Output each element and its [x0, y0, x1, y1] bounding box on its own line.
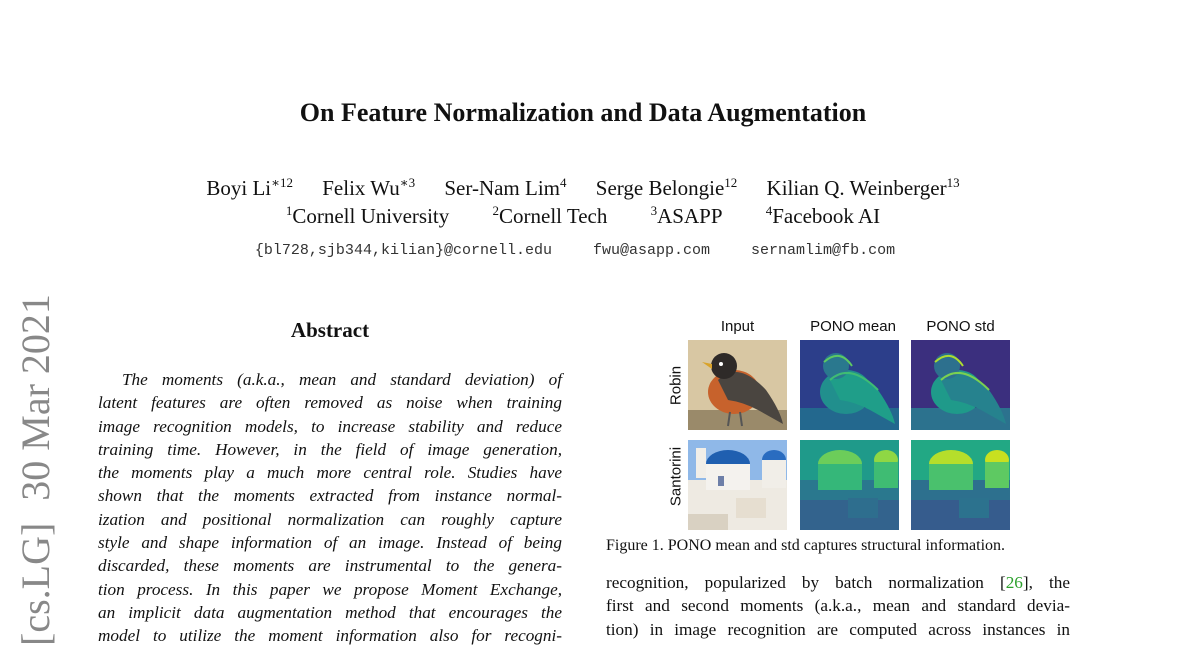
author: [322, 176, 415, 200]
affiliation-sup: 2: [492, 203, 499, 218]
abstract-line: style and shape information of an image. Instead of being: [98, 533, 562, 553]
figure-caption: Figure 1. PONO mean and std captures structural information.: [606, 537, 1006, 554]
abstract-line: discarded, these moments are instrumental to the genera-: [98, 556, 562, 576]
affiliation: [493, 204, 608, 228]
affiliation: [286, 204, 449, 228]
author-sup: 13: [946, 175, 960, 190]
abstract-line: the moments play a much more central role. Studies have: [98, 463, 562, 483]
affiliation-list: [0, 204, 1166, 229]
figure-column-header: PONO mean: [810, 318, 896, 335]
affiliation-sup: 1: [285, 203, 293, 218]
author: [596, 176, 738, 200]
body-line: [606, 571, 1070, 594]
figure-row-label: Santorini: [667, 446, 685, 507]
santorini-input-image: [688, 440, 787, 530]
arxiv-date: 30 Mar 2021: [13, 294, 58, 501]
author: [206, 176, 293, 200]
email-list: [0, 242, 1150, 259]
author-sup: 4: [560, 175, 567, 190]
author-name: Kilian Q. Weinberger: [766, 176, 947, 200]
arxiv-category: [cs.LG]: [13, 522, 58, 646]
author-list: [0, 176, 1166, 201]
figure-1: [604, 318, 1070, 538]
body-line: first and second moments (a.k.a., mean and standard devia-: [606, 596, 1070, 616]
abstract-body: [98, 368, 562, 648]
robin-pono-mean-image: [800, 340, 899, 430]
author-sup: ∗12: [271, 175, 293, 190]
abstract-line: ization and positional normalization can roughly capture: [98, 509, 562, 529]
abstract-line: The moments (a.k.a., mean and standard deviation) of: [122, 370, 562, 389]
author: [444, 176, 566, 200]
author-name: Ser-Nam Lim: [444, 176, 561, 200]
author-name: Boyi Li: [206, 176, 272, 200]
body-text-right-column: [606, 571, 1070, 641]
santorini-pono-std-image: [911, 440, 1010, 530]
body-text: ], the: [1022, 573, 1070, 592]
email: {bl728,sjb344,kilian}@cornell.edu: [254, 242, 552, 259]
affiliation-sup: 4: [765, 203, 773, 218]
abstract-line: latent features are often removed as noise when training: [98, 393, 562, 413]
santorini-pono-mean-image: [800, 440, 899, 530]
affiliation-name: Cornell Tech: [499, 204, 608, 228]
robin-pono-std-image: [911, 340, 1010, 430]
author-name: Felix Wu: [322, 176, 400, 200]
paper-title: On Feature Normalization and Data Augmentation: [299, 98, 867, 127]
author-sup: 12: [724, 175, 738, 190]
abstract-line: shown that the moments extracted from instance normal-: [98, 486, 562, 506]
arxiv-stamp: [0, 294, 64, 648]
abstract-line: tion process. In this paper we propose Moment Exchange,: [98, 579, 562, 599]
author-sup: ∗3: [399, 175, 416, 190]
abstract-line: training time. However, in the field of image generation,: [98, 439, 562, 459]
affiliation-sup: 3: [650, 203, 658, 218]
author: [767, 176, 960, 200]
email: fwu@asapp.com: [593, 242, 711, 259]
abstract-line: model to utilize the moment information also for recogni-: [98, 626, 562, 646]
body-text: recognition, popularized by batch normalization [: [606, 573, 1006, 592]
figure-column-header: Input: [720, 318, 755, 335]
affiliation: [651, 204, 723, 228]
abstract-line: image recognition models, to increase stability and reduce: [98, 416, 562, 436]
affiliation-name: ASAPP: [657, 204, 723, 228]
figure-row-label: Robin: [667, 365, 685, 406]
affiliation: [766, 204, 880, 228]
email: sernamlim@fb.com: [751, 242, 896, 259]
figure-column-header: PONO std: [926, 318, 995, 335]
abstract-line: an implicit data augmentation method that encourages the: [98, 602, 562, 622]
affiliation-name: Facebook AI: [772, 204, 881, 228]
abstract-heading: Abstract: [290, 318, 370, 342]
robin-input-image: [688, 340, 787, 430]
body-line: tion) in image recognition are computed across instances in: [606, 619, 1070, 639]
affiliation-name: Cornell University: [292, 204, 450, 228]
citation-link[interactable]: 26: [1005, 573, 1023, 592]
author-name: Serge Belongie: [595, 176, 725, 200]
